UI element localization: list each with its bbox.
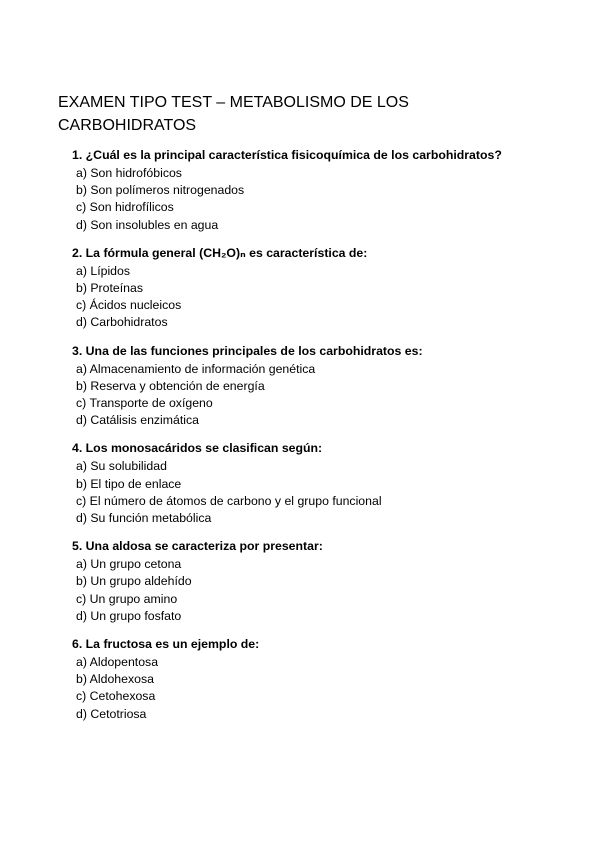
option-a: a) Su solubilidad: [76, 459, 167, 474]
option-b: b) El tipo de enlace: [76, 476, 182, 491]
option-list: [72, 458, 542, 527]
question-2: [72, 245, 542, 332]
option-b: b) Aldohexosa: [76, 672, 154, 687]
option-d: d) Un grupo fosfato: [76, 608, 182, 623]
option-b: b) Un grupo aldehído: [76, 574, 192, 589]
option-d: d) Su función metabólica: [76, 511, 212, 526]
option-d: d) Cetotriosa: [76, 706, 147, 721]
question-text: 4. Los monosacáridos se clasifican según:: [72, 441, 323, 456]
option-c: c) El número de átomos de carbono y el grupo funcional: [76, 493, 382, 508]
option-d: d) Carbohidratos: [76, 315, 168, 330]
exam-title: EXAMEN TIPO TEST – METABOLISMO DE LOS CARBOHIDRATOS: [58, 94, 409, 134]
option-a: a) Un grupo cetona: [76, 557, 182, 572]
option-a: a) Almacenamiento de información genética: [76, 361, 316, 376]
option-list: [72, 165, 542, 234]
option-c: c) Transporte de oxígeno: [76, 396, 213, 411]
question-text: 5. Una aldosa se caracteriza por presentar:: [72, 539, 323, 554]
option-list: [72, 654, 542, 723]
question-3: [72, 343, 542, 430]
option-b: b) Reserva y obtención de energía: [76, 378, 265, 393]
option-a: a) Aldopentosa: [76, 655, 159, 670]
question-5: [72, 538, 542, 625]
option-list: [72, 263, 542, 332]
question-1: [72, 147, 542, 234]
question-text: 6. La fructosa es un ejemplo de:: [72, 637, 260, 652]
option-c: c) Ácidos nucleicos: [76, 298, 182, 313]
option-list: [72, 556, 542, 625]
question-6: [72, 636, 542, 723]
option-b: b) Proteínas: [76, 281, 143, 296]
option-list: [72, 361, 542, 430]
option-d: d) Catálisis enzimática: [76, 413, 200, 428]
question-list: [72, 147, 542, 734]
option-c: c) Un grupo amino: [76, 591, 178, 606]
option-c: c) Son hidrofílicos: [76, 200, 174, 215]
option-d: d) Son insolubles en agua: [76, 217, 219, 232]
question-text: 1. ¿Cuál es la principal característica fisicoquímica de los carbohidratos?: [72, 148, 502, 162]
option-a: a) Son hidrofóbicos: [76, 166, 182, 180]
option-a: a) Lípidos: [76, 263, 131, 278]
question-text: 2. La fórmula general (CH₂O)ₙ es característica de:: [72, 245, 368, 260]
question-4: [72, 440, 542, 527]
option-c: c) Cetohexosa: [76, 689, 156, 704]
question-text: 3. Una de las funciones principales de los carbohidratos es:: [72, 343, 423, 358]
option-b: b) Son polímeros nitrogenados: [76, 183, 245, 198]
